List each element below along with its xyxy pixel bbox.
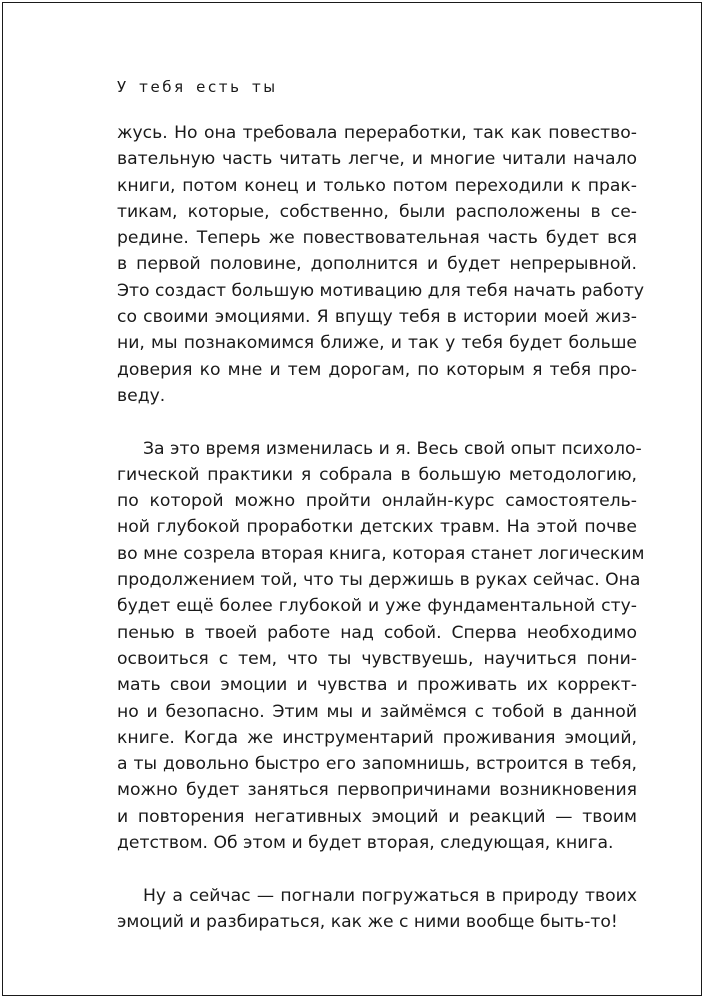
text-line: Ну а сейчас — погнали погружаться в природу твоих bbox=[143, 885, 637, 906]
text-line: но и безопасно. Этим мы и займёмся с тобой в данной bbox=[117, 701, 637, 722]
text-line: а ты довольно быстро его запомнишь, встроится в тебя, bbox=[117, 754, 637, 775]
text-line: эмоций и разбираться, как же с ними вообще быть-то! bbox=[117, 911, 618, 932]
text-line: в первой половине, дополнится и будет непрерывной. bbox=[117, 254, 637, 275]
text-line: ни, мы познакомимся ближе, и так у тебя будет больше bbox=[117, 333, 637, 354]
text-line: жусь. Но она требовала переработки, так как повество- bbox=[117, 123, 637, 143]
text-line: мать свои эмоции и чувства и проживать их коррект- bbox=[117, 675, 637, 696]
text-line: редине. Теперь же повествовательная часть будет вся bbox=[117, 228, 637, 249]
running-header: У тебя есть ты bbox=[117, 78, 278, 96]
text-line: За это время изменилась и я. Весь свой опыт психоло- bbox=[143, 438, 642, 459]
text-line: по которой можно пройти онлайн-курс самостоятель- bbox=[117, 491, 637, 512]
text-line: со своими эмоциями. Я впущу тебя в истории моей жиз- bbox=[117, 307, 637, 328]
text-line: книги, потом конец и только потом переходили к прак- bbox=[117, 175, 637, 196]
text-line: веду. bbox=[117, 385, 166, 406]
text-line: во мне созрела вторая книга, которая станет логическим bbox=[117, 543, 645, 564]
text-line: пенью в твоей работе над собой. Сперва необходимо bbox=[117, 622, 637, 643]
paragraph-1 bbox=[117, 120, 645, 409]
text-line: книге. Когда же инструментарий проживания эмоций, bbox=[117, 727, 637, 748]
text-line: продолжением той, что ты держишь в руках сейчас. Она bbox=[117, 570, 641, 591]
text-line: гической практики я собрала в большую методологию, bbox=[117, 464, 637, 485]
text-line: освоиться с тем, что ты чувствуешь, научиться пони- bbox=[117, 648, 637, 669]
text-line: доверия ко мне и тем дорогам, по которым я тебя про- bbox=[117, 359, 637, 380]
text-line: вательную часть читать легче, и многие читали начало bbox=[117, 149, 637, 170]
paragraph-3 bbox=[117, 883, 637, 936]
text-line: можно будет заняться первопричинами возникновения bbox=[117, 780, 637, 801]
text-line: и повторения негативных эмоций и реакций — твоим bbox=[117, 806, 637, 827]
text-line: ной глубокой проработки детских травм. На этой почве bbox=[117, 517, 637, 538]
paragraph-gap bbox=[117, 856, 637, 882]
text-line: детством. Об этом и будет вторая, следующая, книга. bbox=[117, 833, 614, 854]
paragraph-gap bbox=[117, 409, 637, 435]
body-text bbox=[117, 120, 645, 935]
paragraph-2 bbox=[117, 436, 645, 857]
text-line: тикам, которые, собственно, были расположены в се- bbox=[117, 201, 637, 222]
text-line: будет ещё более глубокой и уже фундаментальной сту- bbox=[117, 596, 637, 617]
text-line: Это создаст большую мотивацию для тебя начать работу bbox=[117, 280, 645, 301]
